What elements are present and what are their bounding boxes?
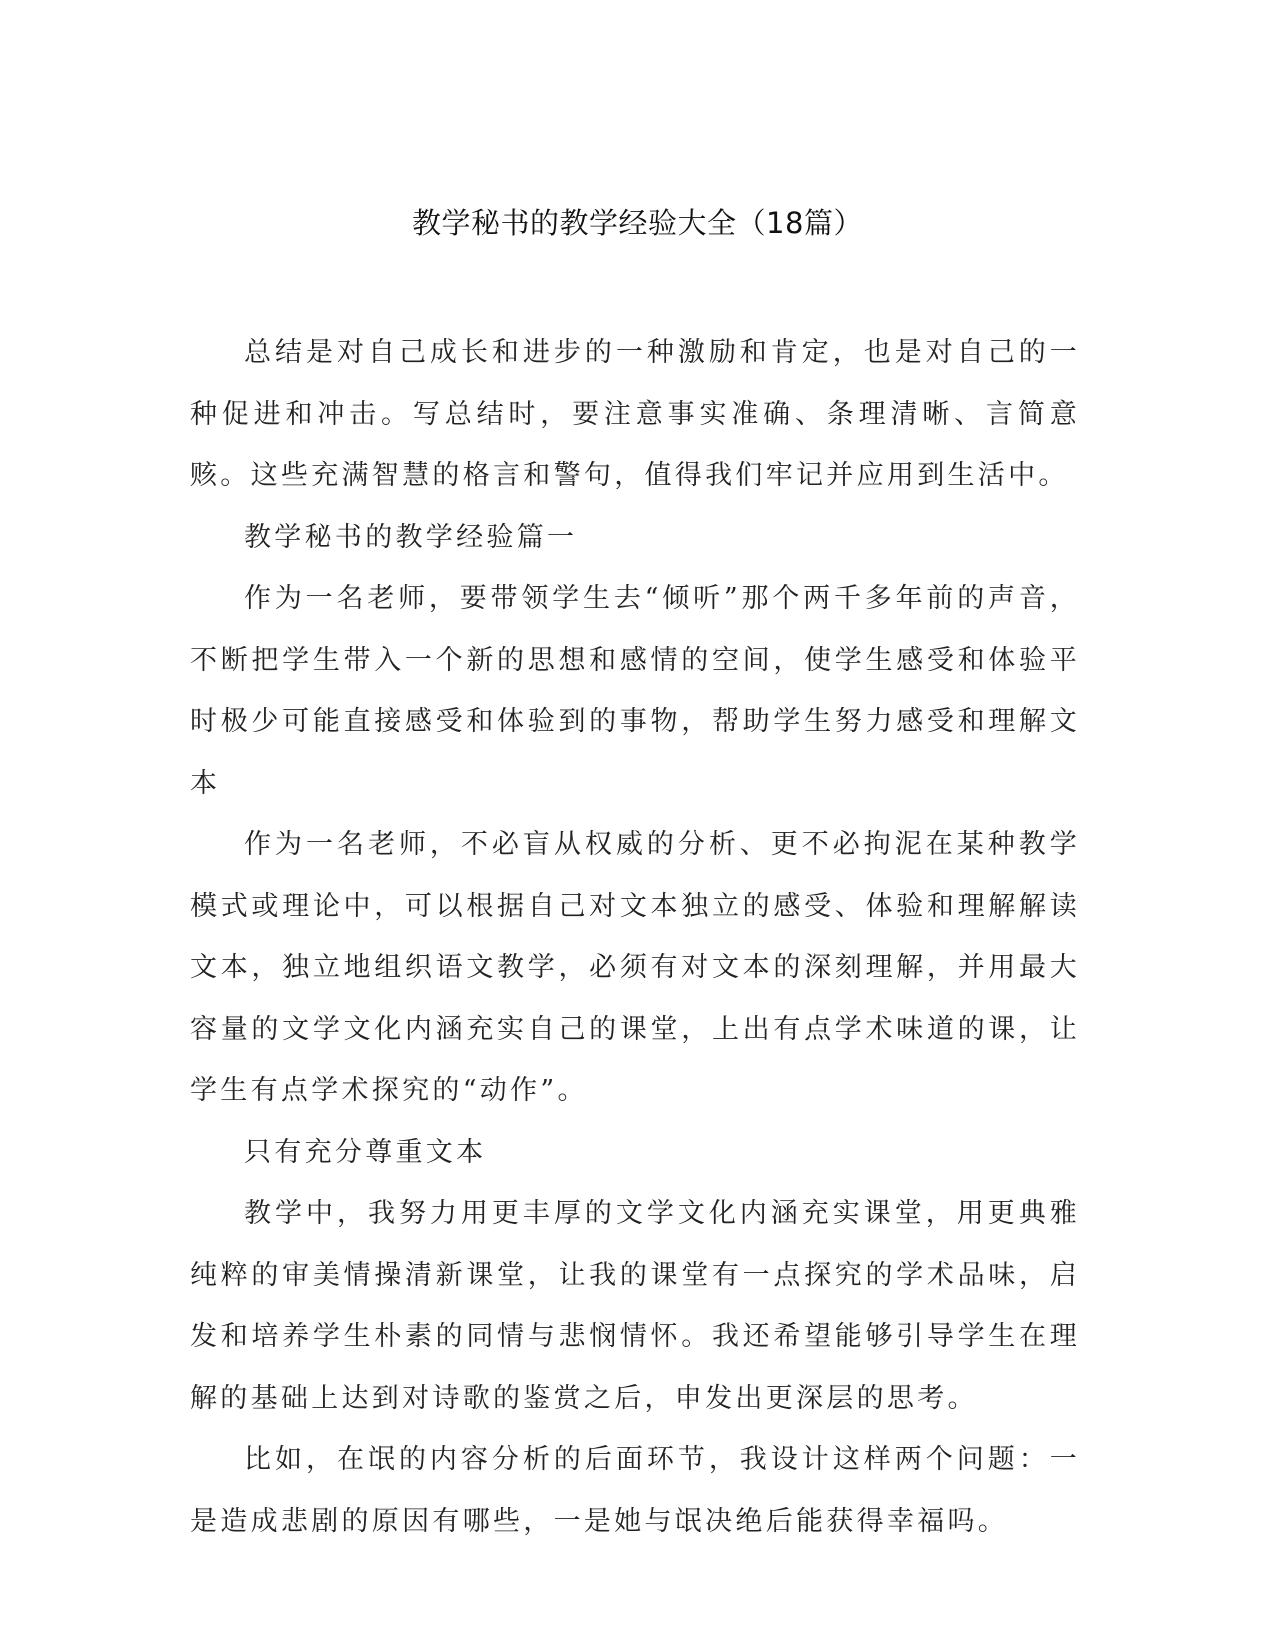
body-paragraph: 作为一名老师，不必盲从权威的分析、更不必拘泥在某种教学模式或理论中，可以根据自己对文本独立的感受、体验和理解解读文本，独立地组织语文教学，必须有对文本的深刻理解，并用最大容量的文学文化内涵充实自己的课堂，上出有点学术味道的课，让学生有点学术探究的“动作”。 <box>190 829 1080 1106</box>
document-body <box>190 322 1080 1552</box>
body-paragraph: 作为一名老师，要带领学生去“倾听”那个两千多年前的声音，不断把学生带入一个新的思想和感情的空间，使学生感受和体验平时极少可能直接感受和体验到的事物，帮助学生努力感受和理解文本 <box>190 583 1080 799</box>
intro-paragraph: 总结是对自己成长和进步的一种激励和肯定，也是对自己的一种促进和冲击。写总结时，要注意事实准确、条理清晰、言简意赅。这些充满智慧的格言和警句，值得我们牢记并应用到生活中。 <box>190 337 1080 491</box>
document-title: 教学秘书的教学经验大全（18篇） <box>412 206 863 240</box>
body-paragraph: 比如，在氓的内容分析的后面环节，我设计这样两个问题：一是造成悲剧的原因有哪些，一是她与氓决绝后能获得幸福吗。 <box>190 1444 1080 1537</box>
body-paragraph: 教学中，我努力用更丰厚的文学文化内涵充实课堂，用更典雅纯粹的审美情操清新课堂，让我的课堂有一点探究的学术品味，启发和培养学生朴素的同情与悲悯情怀。我还希望能够引导学生在理解的基础上达到对诗歌的鉴赏之后，申发出更深层的思考。 <box>190 1198 1080 1414</box>
body-paragraph: 只有充分尊重文本 <box>244 1136 487 1168</box>
section-heading: 教学秘书的教学经验篇一 <box>244 521 578 553</box>
